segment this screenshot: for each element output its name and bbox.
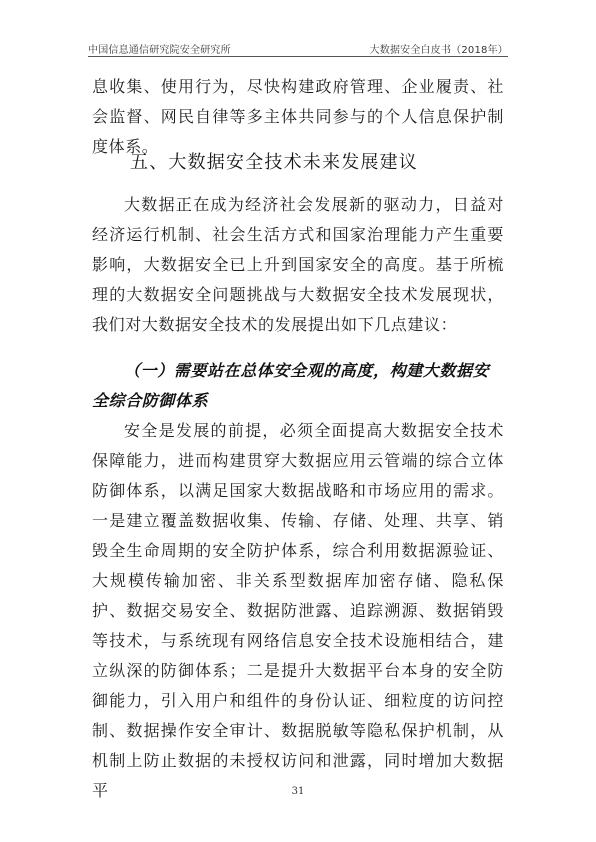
page-header bbox=[88, 40, 508, 57]
paragraph-continuation: 息收集、使用行为，尽快构建政府管理、企业履责、社会监督、网民自律等多主体共同参与的个人信息保护制度体系。 bbox=[92, 77, 504, 156]
header-organization: 中国信息通信研究院安全研究所 bbox=[88, 45, 231, 56]
paragraph-body: 安全是发展的前提，必须全面提高大数据安全技术保障能力，进而构建贯穿大数据应用云管端的综合立体防御体系，以满足国家大数据战略和市场应用的需求。一是建立覆盖数据收集、传输、存储、处理、共享、销毁全生命周期的安全防护体系，综合利用数据源验证、大规模传输加密、非关系型数据库加密存储、隐私保护、数据交易安全、数据防泄露、追踪溯源、数据销毁等技术，与系统现有网络信息安全技术设施相结合，建立纵深的防御体系；二是提升大数据平台本身的安全防御能力，引入用户和组件的身份认证、细粒度的访问控制、数据操作安全审计、数据脱敏等隐私保护机制，从机制上防止数据的未授权访问和泄露，同时增加大数据平 bbox=[92, 421, 504, 800]
page-number: 31 bbox=[291, 786, 305, 797]
paragraph-intro: 大数据正在成为经济社会发展新的驱动力，日益对经济运行机制、社会生活方式和国家治理能力产生重要影响，大数据安全已上升到国家安全的高度。基于所梳理的大数据安全问题挑战与大数据安全技术发展现状，我们对大数据安全技术的发展提出如下几点建议： bbox=[92, 195, 504, 334]
header-document-title: 大数据安全白皮书（2018年） bbox=[369, 45, 508, 56]
subsection-heading: （一）需要站在总体安全观的高度，构建大数据安全综合防御体系 bbox=[92, 361, 490, 410]
section-heading: 五、大数据安全技术未来发展建议 bbox=[130, 152, 418, 173]
